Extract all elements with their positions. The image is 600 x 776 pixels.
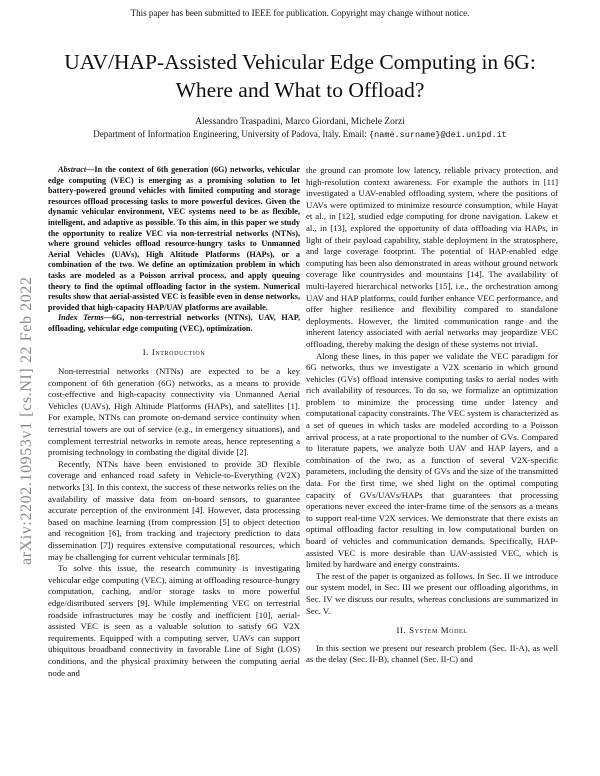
- section-heading-system-model: II. System Model: [396, 625, 468, 636]
- left-column: [48, 165, 300, 679]
- paragraph: Non-terrestrial networks (NTNs) are expected to be a key component of 6th generation (6G) networks, as a means to provide cost-effective and high-capacity connectivity via Unmanned Aerial Vehicles (UAVs), High Altitude Platforms (HAPs), and satellites [1]. For example, NTNs can promote on-demand service continuity when terrestrial towers are out of service (e.g., in emergency situations), and complement terrestrial networks in remote areas, hence representing a promising technology in combating the digital divide [2].: [48, 366, 300, 458]
- right-column: [306, 165, 558, 666]
- paper-authors: Alessandro Traspadini, Marco Giordani, Michele Zorzi: [195, 117, 405, 127]
- publication-notice: This paper has been submitted to IEEE for publication. Copyright may change without notice.: [130, 8, 470, 18]
- abstract-label: Abstract: [58, 165, 87, 174]
- paper-title: UAV/HAP-Assisted Vehicular Edge Computing in 6G: Where and What to Offload?: [64, 50, 536, 102]
- index-terms: [48, 313, 300, 334]
- paragraph: The rest of the paper is organized as follows. In Sec. II we introduce our system model, in Sec. III we present our offloading algorithms, in Sec. IV we discuss our results, whereas conclusions are summarized in Sec. V.: [306, 570, 558, 616]
- paragraph: In this section we present our research problem (Sec. II-A), as well as the delay (Sec. II-B), channel (Sec. II-C) and: [306, 642, 558, 665]
- affiliation-text: Department of Information Engineering, University of Padova, Italy. Email:: [93, 129, 367, 139]
- paragraph: To solve this issue, the research community is investigating vehicular edge computing (VEC), aiming at offloading resource-hungry computation, caching, and/or storage tasks to more powerful edge/distributed servers [9]. While implementing VEC on terrestrial roadside infrastructures may be costly and inefficient [10], aerial-assisted VEC is seen as a valuable solution to satisfy 6G V2X requirements. Equipped with a computing server, UAVs can support ubiquitous broadband connectivity in favorable Line of Sight (LOS) conditions, and the physical proximity between the computing aerial node and: [48, 563, 300, 678]
- author-email: {name.surname}@dei.unipd.it: [369, 130, 507, 140]
- abstract: [48, 165, 300, 313]
- arxiv-identifier: arXiv:2202.10953v1 [cs.NI] 22 Feb 2022: [18, 276, 35, 565]
- section-heading-introduction: I. Introduction: [142, 346, 206, 357]
- index-terms-text: —6G, non-terrestrial networks (NTNs), UAV, HAP, offloading, vehicular edge computing (VEC), optimization.: [48, 313, 300, 333]
- paragraph: Along these lines, in this paper we validate the VEC paradigm for 6G networks, thus we investigate a V2X scenario in which ground vehicles (GVs) offload intensive computing tasks to aerial nodes with rich availability of resources. To do so, we formalize an optimization problem to minimize the processing time under latency and computational capacity constraints. The VEC system is characterized as a set of queues in which tasks are modeled according to a Poisson arrival process, at a rate proportional to the number of GVs. Compared to literature papers, we analyze both UAV and HAP layers, and a combination of the two, as a function of several V2X-specific parameters, including the density of GVs and the size of the transmitted data. For the first time, we shed light on the optimal computing capacity of GVs/UAVs/HAPs that guarantees that processing operations never exceed the inter-frame time of the sensors as a means to support real-time V2X services. We demonstrate that there exists an optimal offloading factor resulting in low computational burden on board of vehicles and communication demands. Specifically, HAP-assisted VEC is more desirable than UAV-assisted VEC, which is limited by hardware and energy constraints.: [306, 350, 558, 570]
- paragraph: the ground can promote low latency, reliable privacy protection, and high-resolution context awareness. For example the authors in [11] investigated a UAV-enabled offloading system, where the positions of UAVs were optimized to minimize resource consumption, while Hayat et al., in [12], studied edge computing for drone navigation. Lakew et al., in [13], explored the opportunity of data offloading via HAPs, in light of their payload capability, stable deployment in the stratosphere, and large coverage footprint. The potential of HAP-enabled edge computing has been also demonstrated in areas without ground network coverage like countrysides and mountains [14]. The availability of multi-layered hierarchical networks [15], i.e., the orchestration among UAV and HAP platforms, could further enhance VEC performance, and offer higher resilience and flexibility compared to standalone deployments. However, the limited communication range and the inherent latency associated with aerial networks may jeopardize VEC offloading, thereby making the design of these systems not trivial.: [306, 165, 558, 349]
- paragraph: Recently, NTNs have been envisioned to provide 3D flexible coverage and enhanced road safety in Vehicle-to-Everything (V2X) networks [3]. In this context, the success of these networks relies on the availability of massive data from on-board sensors, to guarantee accurate perception of the environment [4]. However, data processing based on machine learning (from compression [5] to object detection and recognition [6], from tracking and trajectory prediction to data dissemination [7]) requires extensive computational resources, which may be challenging for current vehicular terminals [8].: [48, 458, 300, 562]
- index-terms-label: Index Terms: [58, 313, 104, 323]
- paper-affiliation: [0, 128, 600, 141]
- abstract-text: —In the context of 6th generation (6G) networks, vehicular edge computing (VEC) is emerging as a promising solution to let battery-powered ground vehicles with limited computing and storage resources offload processing tasks to more powerful devices. Given the dynamic vehicular environment, VEC systems need to be as flexible, intelligent, and adaptive as possible. To this aim, in this paper we study the opportunity to realize VEC via non-terrestrial networks (NTNs), where ground vehicles offload resource-hungry tasks to Unmanned Aerial Vehicles (UAVs), High Altitude Platforms (HAPs), or a combination of the two. We define an optimization problem in which tasks are modeled as a Poisson arrival process, and apply queuing theory to find the optimal offloading factor in the system. Numerical results show that aerial-assisted VEC is feasible even in dense networks, provided that high-capacity HAP/UAV platforms are available.: [48, 165, 300, 312]
